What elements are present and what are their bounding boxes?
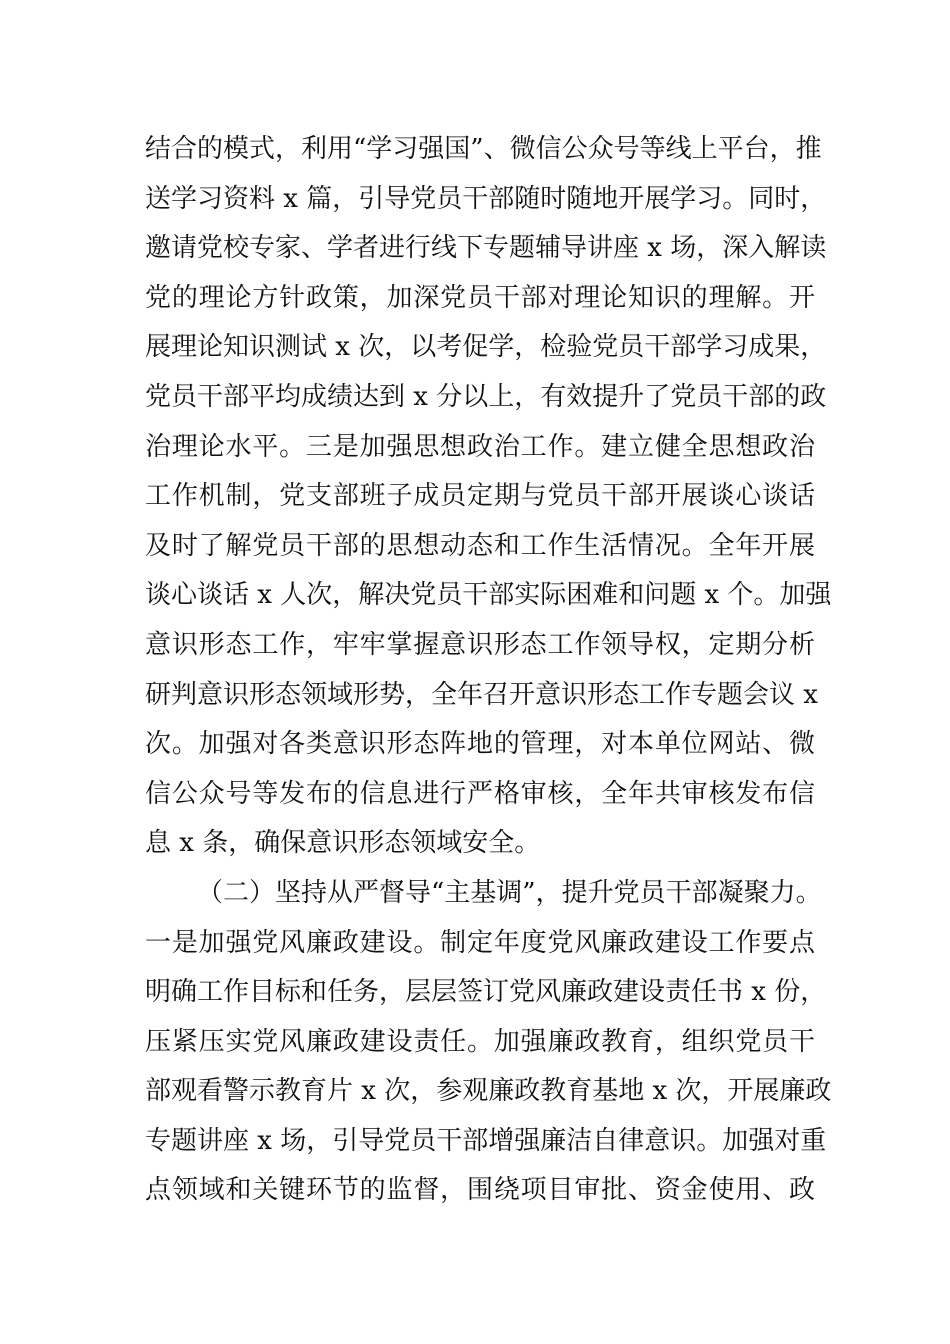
text-line: 谈心谈话 x 人次，解决党员干部实际困难和问题 x 个。加强: [145, 580, 832, 611]
text-line: 工作机制，党支部班子成员定期与党员干部开展谈心谈话: [145, 481, 815, 512]
text-line: 结合的模式，利用“学习强国”、微信公众号等线上平台，推: [145, 134, 822, 164]
text-line: 送学习资料 x 篇，引导党员干部随时随地开展学习。同时，: [145, 183, 827, 214]
text-line: 党的理论方针政策，加深党员干部对理论知识的理解。开: [145, 282, 815, 313]
text-line: 一是加强党风廉政建设。制定年度党风廉政建设工作要点: [145, 927, 815, 958]
text-line: 意识形态工作，牢牢掌握意识形态工作领导权，定期分析: [145, 629, 815, 660]
text-line: 研判意识形态领域形势，全年召开意识形态工作专题会议 x: [145, 679, 818, 710]
text-line: 次。加强对各类意识形态阵地的管理，对本单位网站、微: [145, 729, 815, 760]
text-line: 治理论水平。三是加强思想政治工作。建立健全思想政治: [145, 431, 815, 462]
text-line: 专题讲座 x 场，引导党员干部增强廉洁自律意识。加强对重: [145, 1125, 827, 1156]
section-heading-line: （二）坚持从严督导“主基调”，提升党员干部凝聚力。: [197, 877, 822, 908]
paragraph-end-line: 息 x 条，确保意识形态领域安全。: [145, 828, 541, 859]
text-line: 党员干部平均成绩达到 x 分以上，有效提升了党员干部的政: [145, 381, 827, 412]
text-line: 及时了解党员干部的思想动态和工作生活情况。全年开展: [145, 530, 815, 561]
text-line: 点领域和关键环节的监督，围绕项目审批、资金使用、政: [145, 1175, 815, 1206]
text-line: 压紧压实党风廉政建设责任。加强廉政教育，组织党员干: [145, 1026, 815, 1057]
text-line: 邀请党校专家、学者进行线下专题辅导讲座 x 场，深入解读: [145, 233, 827, 264]
text-line: 明确工作目标和任务，层层签订党风廉政建设责任书 x 份，: [145, 977, 827, 1008]
text-line: 展理论知识测试 x 次，以考促学，检验党员干部学习成果，: [145, 332, 827, 363]
text-line: 部观看警示教育片 x 次，参观廉政教育基地 x 次，开展廉政: [145, 1076, 832, 1107]
body-text: [145, 125, 832, 1216]
text-line: 信公众号等发布的信息进行严格审核，全年共审核发布信: [145, 778, 815, 809]
